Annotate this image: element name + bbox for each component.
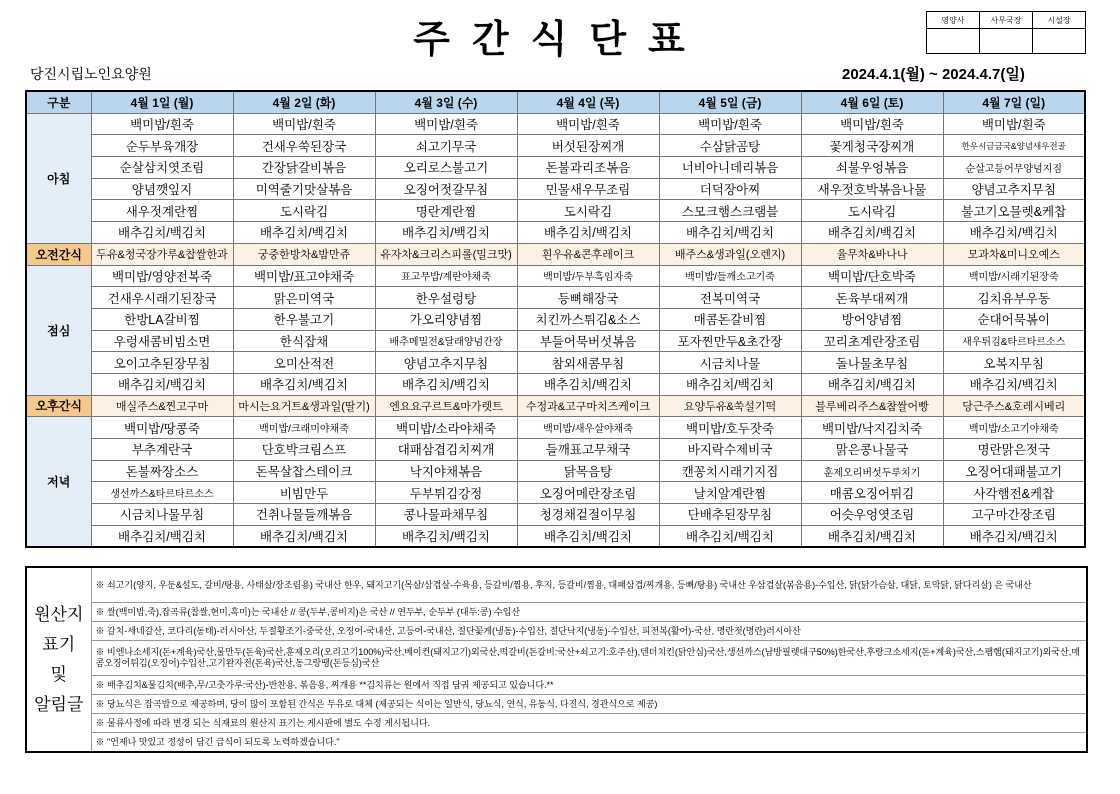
organization-name: 당진시립노인요양원 xyxy=(30,66,152,82)
menu-item: 한우설렁탕 xyxy=(375,287,517,309)
approval-signature-cell xyxy=(1033,29,1086,54)
menu-item: 오이고추된장무침 xyxy=(91,352,233,374)
meal-row xyxy=(26,222,1085,244)
menu-item: 배추김치/백김치 xyxy=(801,525,943,547)
menu-item: 백미밥/호두잣죽 xyxy=(659,417,801,439)
menu-item: 백미밥/땅콩죽 xyxy=(91,417,233,439)
menu-item: 순두부육개장 xyxy=(91,135,233,157)
menu-item: 배추김치/백김치 xyxy=(91,525,233,547)
menu-item: 닭목음탕 xyxy=(517,460,659,482)
menu-item: 양념고추지무침 xyxy=(375,352,517,374)
menu-item: 배추김치/백김치 xyxy=(801,222,943,244)
menu-item: 도시락김 xyxy=(233,200,375,222)
menu-item: 오복지무침 xyxy=(943,352,1085,374)
menu-item: 돈육부대찌개 xyxy=(801,287,943,309)
menu-item: 더덕장아찌 xyxy=(659,178,801,200)
menu-item: 순대어묵볶이 xyxy=(943,308,1085,330)
menu-item: 부들어묵버섯볶음 xyxy=(517,330,659,352)
menu-item: 배추김치/백김치 xyxy=(233,222,375,244)
menu-item: 방어양념찜 xyxy=(801,308,943,330)
menu-item: 순살삼치엿조림 xyxy=(91,157,233,179)
menu-header-row xyxy=(26,91,1085,113)
menu-item: 백미밥/시래기된장죽 xyxy=(943,265,1085,287)
menu-item: 오리로스불고기 xyxy=(375,157,517,179)
menu-item: 시금치나물 xyxy=(659,352,801,374)
menu-item: 쇠고기무국 xyxy=(375,135,517,157)
menu-item: 배추김치/백김치 xyxy=(375,373,517,395)
menu-item: 율무차&바나나 xyxy=(801,243,943,265)
menu-item: 백미밥/소라야채죽 xyxy=(375,417,517,439)
menu-item: 스모크햄스크램블 xyxy=(659,200,801,222)
meal-row xyxy=(26,200,1085,222)
meal-label: 아침 xyxy=(26,113,91,243)
menu-item: 배추김치/백김치 xyxy=(91,373,233,395)
notice-line: ※ 배추김치&물김치(배추,무/고춧가루:국산)-반찬용, 볶음용, 찌개용 **김치류는 원에서 직접 담궈 제공되고 있습니다.** xyxy=(91,676,1087,695)
menu-period: 2024.4.1(월) ~ 2024.4.7(일) xyxy=(842,66,1025,83)
menu-item: 백미밥/크래미야채죽 xyxy=(233,417,375,439)
meal-row xyxy=(26,178,1085,200)
menu-item: 치킨까스튀김&소스 xyxy=(517,308,659,330)
meal-row xyxy=(26,135,1085,157)
menu-item: 들깨표고무채국 xyxy=(517,439,659,461)
menu-item: 배추김치/백김치 xyxy=(233,525,375,547)
menu-item: 돌나물초무침 xyxy=(801,352,943,374)
approval-header: 사무국장 xyxy=(980,12,1033,29)
menu-item: 배주스&생과일(오렌지) xyxy=(659,243,801,265)
menu-item: 흰우유&콘후레이크 xyxy=(517,243,659,265)
notice-label xyxy=(26,567,91,752)
notice-row xyxy=(26,733,1087,753)
menu-item: 새우젓호박볶음나물 xyxy=(801,178,943,200)
notice-row xyxy=(26,676,1087,695)
day-header: 4월 7일 (일) xyxy=(943,91,1085,113)
menu-item: 쇠불우엉볶음 xyxy=(801,157,943,179)
menu-item: 백미밥/낙지김치죽 xyxy=(801,417,943,439)
approval-signature-cell xyxy=(927,29,980,54)
menu-item: 부추계란국 xyxy=(91,439,233,461)
menu-item: 백미밥/흰죽 xyxy=(91,113,233,135)
day-header: 4월 3일 (수) xyxy=(375,91,517,113)
menu-item: 양념깻잎지 xyxy=(91,178,233,200)
menu-item: 두부튀김강정 xyxy=(375,482,517,504)
menu-item: 한방LA갈비찜 xyxy=(91,308,233,330)
menu-item: 당근주스&호레시베리 xyxy=(943,395,1085,417)
menu-item: 미역줄기맛살볶음 xyxy=(233,178,375,200)
menu-item: 모과차&미니오예스 xyxy=(943,243,1085,265)
notice-label-line: 알림글 xyxy=(34,694,84,714)
approval-box xyxy=(926,11,1086,54)
menu-item: 우렁새콤비빔소면 xyxy=(91,330,233,352)
menu-item: 돈목살찹스테이크 xyxy=(233,460,375,482)
meal-row xyxy=(26,113,1085,135)
menu-item: 표고무밥/계란야채죽 xyxy=(375,265,517,287)
notice-line: ※ 물류사정에 따라 변경 되는 식재료의 원산지 표기는 게시판에 별도 수정 게시됩니다. xyxy=(91,714,1087,733)
notice-label-line: 원산지 xyxy=(34,604,84,624)
menu-item: 건취나물들깨볶음 xyxy=(233,504,375,526)
meal-label: 점심 xyxy=(26,265,91,395)
menu-item: 건새우시래기된장국 xyxy=(91,287,233,309)
meal-row xyxy=(26,287,1085,309)
meal-row xyxy=(26,265,1085,287)
notice-line: ※ 당뇨식은 잡곡밥으로 제공하며, 당이 많이 포함된 간식은 두유로 대체 (제공되는 식이는 일반식, 당뇨식, 연식, 유동식, 다진식, 경관식으로 제공) xyxy=(91,695,1087,714)
menu-item: 생선까스&타르타르소스 xyxy=(91,482,233,504)
menu-item: 백미밥/두부흑임자죽 xyxy=(517,265,659,287)
meal-row xyxy=(26,308,1085,330)
notice-label-line: 표기 xyxy=(42,634,76,654)
menu-item: 등뼈해장국 xyxy=(517,287,659,309)
menu-item: 간장닭갈비볶음 xyxy=(233,157,375,179)
approval-header: 영양사 xyxy=(927,12,980,29)
menu-item: 배추김치/백김치 xyxy=(659,222,801,244)
menu-item: 건새우쑥된장국 xyxy=(233,135,375,157)
notice-line: ※ 갈치-세네갈산, 코다리(동태)-러시아산, 두절황조기-중국산, 오징어-국내산, 고등어-국내산, 절단꽃게(냉동)-수입산, 절단낙지(냉동)-수입산, 피전복(활어)-국산, 명란젓(명란)러시아산 xyxy=(91,622,1087,641)
menu-item: 매콤돈갈비찜 xyxy=(659,308,801,330)
menu-item: 엔요요구르트&마가렛트 xyxy=(375,395,517,417)
menu-item: 백미밥/표고야채죽 xyxy=(233,265,375,287)
menu-item: 꽃게청국장찌개 xyxy=(801,135,943,157)
menu-item: 백미밥/흰죽 xyxy=(801,113,943,135)
notice-row xyxy=(26,622,1087,641)
menu-item: 배추김치/백김치 xyxy=(375,222,517,244)
menu-item: 한식잡채 xyxy=(233,330,375,352)
notice-line: ※ 비엔나소세지(돈+계육)국산,물만두(돈육)국산,훈제오리(오리고기100%)국산,베이컨(돼지고기)외국산,떡갈비(돈갈비:국산+쇠고기:호주산),텐더치킨(닭안심)국산,생선까스(남방필렛대구50%)한국산,후랑크소세지(돈+계육)국산,스팸햄(돼지고기)외국산,매콤오징어튀김(오징어)수입산,고기완자전(돈육)국산,동그랑땡(돈등심)국산 xyxy=(91,641,1087,676)
menu-item: 도시락김 xyxy=(517,200,659,222)
meal-row xyxy=(26,330,1085,352)
meal-row xyxy=(26,417,1085,439)
menu-item: 맑은미역국 xyxy=(233,287,375,309)
menu-item: 백미밥/단호박죽 xyxy=(801,265,943,287)
menu-item: 배추김치/백김치 xyxy=(943,222,1085,244)
menu-item: 명란맑은젓국 xyxy=(943,439,1085,461)
snack-row xyxy=(26,395,1085,417)
menu-item: 돈불과리조볶음 xyxy=(517,157,659,179)
menu-item: 새우튀김&타르타르소스 xyxy=(943,330,1085,352)
menu-item: 배추김치/백김치 xyxy=(659,373,801,395)
notice-row xyxy=(26,567,1087,603)
notice-line: ※ 쇠고기(양지, 우둔&설도, 갈비/탕용, 사태살/장조림용) 국내산 한우, 돼지고기(목살/삼겹살-수육용, 등갈비/찜용, 후지, 등갈비/찜용, 대패삼겹/찌개용, 등뼈/탕용) 국내산 우삼겹살(볶음용)-수입산, 닭(닭가슴살, 대닭, 토막닭, 닭다리살) 은 국내산 xyxy=(91,567,1087,603)
menu-item: 백미밥/흰죽 xyxy=(375,113,517,135)
approval-signature-cell xyxy=(980,29,1033,54)
menu-item: 배추김치/백김치 xyxy=(517,525,659,547)
menu-item: 배추김치/백김치 xyxy=(375,525,517,547)
menu-item: 비빔만두 xyxy=(233,482,375,504)
meal-row xyxy=(26,504,1085,526)
meal-row xyxy=(26,460,1085,482)
menu-item: 배추김치/백김치 xyxy=(659,525,801,547)
menu-item: 유자차&크리스피롤(밀크맛) xyxy=(375,243,517,265)
notice-row xyxy=(26,641,1087,676)
menu-item: 요양두유&쑥설기떡 xyxy=(659,395,801,417)
menu-item: 전복미역국 xyxy=(659,287,801,309)
menu-item: 백미밥/소고기야채죽 xyxy=(943,417,1085,439)
menu-item: 배추김치/백김치 xyxy=(943,525,1085,547)
meal-row xyxy=(26,439,1085,461)
notice-line: ※ "언제나 맛있고 정성이 담긴 급식이 되도록 노력하겠습니다." xyxy=(91,733,1087,753)
menu-item: 배추김치/백김치 xyxy=(233,373,375,395)
menu-item: 매콤오징어튀김 xyxy=(801,482,943,504)
menu-item: 참외새콤무침 xyxy=(517,352,659,374)
notice-row xyxy=(26,695,1087,714)
menu-item: 훈제오리버섯두루치기 xyxy=(801,460,943,482)
day-header: 4월 2일 (화) xyxy=(233,91,375,113)
menu-item: 마시는요거트&생과일(딸기) xyxy=(233,395,375,417)
menu-item: 불고기오믈렛&케찹 xyxy=(943,200,1085,222)
menu-item: 대패삼겹김치찌개 xyxy=(375,439,517,461)
menu-item: 낙지야채볶음 xyxy=(375,460,517,482)
menu-item: 날치알계란찜 xyxy=(659,482,801,504)
menu-item: 백미밥/흰죽 xyxy=(659,113,801,135)
menu-item: 수정과&고구마치즈케이크 xyxy=(517,395,659,417)
menu-item: 바지락수제비국 xyxy=(659,439,801,461)
menu-item: 맑은콩나물국 xyxy=(801,439,943,461)
menu-item: 명란계란찜 xyxy=(375,200,517,222)
meal-label: 저녁 xyxy=(26,417,91,548)
page-title: 주간식단표 xyxy=(413,17,707,61)
menu-item: 한우시금금국&양념새우전골 xyxy=(943,135,1085,157)
menu-item: 매실주스&찐고구마 xyxy=(91,395,233,417)
notice-row xyxy=(26,714,1087,733)
menu-item: 오징어메란장조림 xyxy=(517,482,659,504)
menu-item: 블루베리주스&참쌀어빵 xyxy=(801,395,943,417)
menu-item: 백미밥/영양전복죽 xyxy=(91,265,233,287)
menu-item: 양념고추지무침 xyxy=(943,178,1085,200)
menu-item: 오징어대패불고기 xyxy=(943,460,1085,482)
menu-item: 새우젓계란찜 xyxy=(91,200,233,222)
menu-item: 캔꽁치시래기지짐 xyxy=(659,460,801,482)
day-header: 4월 1일 (월) xyxy=(91,91,233,113)
menu-item: 백미밥/새우살야채죽 xyxy=(517,417,659,439)
menu-item: 한우불고기 xyxy=(233,308,375,330)
menu-item: 두유&청국장가루&찹쌀한과 xyxy=(91,243,233,265)
day-header: 4월 4일 (목) xyxy=(517,91,659,113)
menu-item: 배추김치/백김치 xyxy=(517,222,659,244)
menu-item: 배추메밀전&달래양념간장 xyxy=(375,330,517,352)
menu-item: 순살고등어무양념지짐 xyxy=(943,157,1085,179)
menu-item: 배추김치/백김치 xyxy=(517,373,659,395)
snack-row xyxy=(26,243,1085,265)
menu-item: 배추김치/백김치 xyxy=(91,222,233,244)
menu-item: 단배추된장무침 xyxy=(659,504,801,526)
approval-header: 시설장 xyxy=(1033,12,1086,29)
menu-item: 사각햄전&케찹 xyxy=(943,482,1085,504)
menu-item: 단호박크림스프 xyxy=(233,439,375,461)
menu-item: 궁중한방차&밤만쥬 xyxy=(233,243,375,265)
menu-item: 버섯된장찌개 xyxy=(517,135,659,157)
menu-item: 고구마간장조림 xyxy=(943,504,1085,526)
menu-item: 오징어젓갈무침 xyxy=(375,178,517,200)
menu-item: 너비아니데리볶음 xyxy=(659,157,801,179)
menu-item: 콩나물파채무침 xyxy=(375,504,517,526)
meal-row xyxy=(26,352,1085,374)
menu-item: 꼬리초계란장조림 xyxy=(801,330,943,352)
meal-row xyxy=(26,525,1085,547)
menu-item: 배추김치/백김치 xyxy=(943,373,1085,395)
day-header: 4월 5일 (금) xyxy=(659,91,801,113)
day-header: 4월 6일 (토) xyxy=(801,91,943,113)
notice-label-line: 및 xyxy=(50,664,67,684)
origin-notice-table xyxy=(25,566,1088,753)
notice-line: ※ 쌀(백미밥,죽),잡곡류(찹쌀,현미,흑미)는 국내산 // 콩(두부,콩비지)은 국산 // 연두부, 순두부 (대두:콩) 수입산 xyxy=(91,603,1087,622)
menu-item: 어슷우엉엿조림 xyxy=(801,504,943,526)
menu-item: 수삼닭곰탕 xyxy=(659,135,801,157)
menu-item: 시금치나물무침 xyxy=(91,504,233,526)
menu-item: 백미밥/흰죽 xyxy=(943,113,1085,135)
menu-item: 배추김치/백김치 xyxy=(801,373,943,395)
menu-item: 김치유부우동 xyxy=(943,287,1085,309)
meal-label: 오후간식 xyxy=(26,395,91,417)
menu-item: 오미산적전 xyxy=(233,352,375,374)
menu-item: 백미밥/흰죽 xyxy=(233,113,375,135)
menu-item: 민물새우무조림 xyxy=(517,178,659,200)
corner-label: 구분 xyxy=(26,91,91,113)
meal-row xyxy=(26,482,1085,504)
menu-item: 백미밥/들깨소고기죽 xyxy=(659,265,801,287)
weekly-menu-table xyxy=(25,90,1086,548)
notice-row xyxy=(26,603,1087,622)
menu-item: 백미밥/흰죽 xyxy=(517,113,659,135)
menu-item: 포자찐만두&초간장 xyxy=(659,330,801,352)
menu-item: 청경채겉절이무침 xyxy=(517,504,659,526)
meal-row xyxy=(26,373,1085,395)
meal-label: 오전간식 xyxy=(26,243,91,265)
menu-item: 도시락김 xyxy=(801,200,943,222)
menu-item: 돈불짜장소스 xyxy=(91,460,233,482)
menu-item: 가오리양념찜 xyxy=(375,308,517,330)
meal-row xyxy=(26,157,1085,179)
